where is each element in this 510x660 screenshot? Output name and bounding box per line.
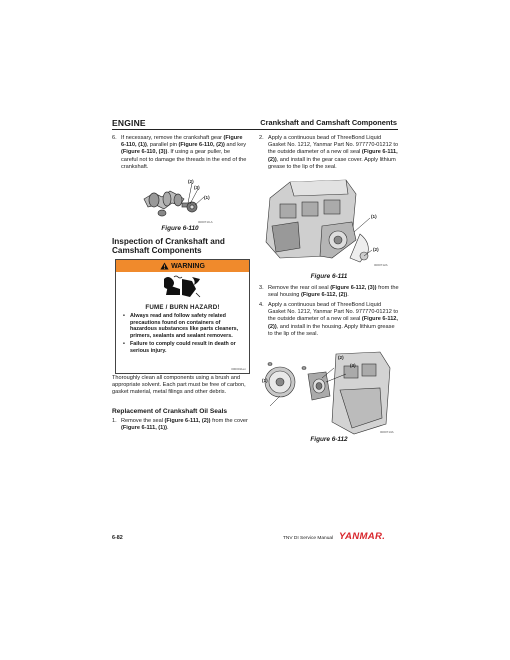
callout-2: (2) xyxy=(188,179,194,184)
callout-1: (1) xyxy=(204,195,210,200)
figure-code: 0000713A xyxy=(380,430,394,434)
figure-code: 0000710-A xyxy=(198,220,213,224)
callout-1: (1) xyxy=(262,378,268,383)
page-number: 6-82 xyxy=(112,535,123,541)
step-4: 4. Apply a continuous bead of ThreeBond Liquid Gasket No. 1212, Yanmar Part No. 977770-01212 to the outside diameter of a new oil seal (Figure 6-112, (2)), and install in the housing. Apply lithium grease to the lip of the seal. xyxy=(259,302,399,337)
warning-header: WARNING xyxy=(116,260,249,272)
figure-code: 0000712A xyxy=(374,263,388,267)
callout-3: (3) xyxy=(194,185,200,190)
manual-title: TNV DI Service Manual xyxy=(283,536,334,541)
warning-code: 0000011en xyxy=(231,367,246,371)
step-1: 1. Remove the seal (Figure 6-111, (2)) from the cover (Figure 6-111, (1)). xyxy=(112,418,248,432)
yanmar-logo: YANMAR. xyxy=(339,531,386,542)
figure-6-112-caption: Figure 6-112 xyxy=(310,436,348,443)
figure-6-111-engine-illustration xyxy=(260,176,396,272)
figure-6-110-caption: Figure 6-110 xyxy=(161,225,199,232)
fume-burn-hazard-icon xyxy=(162,275,202,301)
subheading: Replacement of Crankshaft Oil Seals xyxy=(112,408,228,415)
callout-3: (3) xyxy=(350,363,356,368)
warning-bullets xyxy=(123,313,245,356)
warning-box xyxy=(115,259,250,374)
cleaning-paragraph: Thoroughly clean all components using a brush and appropriate solvent. Each part must be free of carbon, gasket material, metal filings and other debris. xyxy=(112,375,246,396)
hazard-title: FUME / BURN HAZARD! xyxy=(145,304,220,311)
warning-bullet: • Always read and follow safety related precautions found on containers of hazardous substances like parts cleaners, primers, sealants and sealant removers. xyxy=(123,313,239,340)
section-heading: Inspection of Crankshaft and Camshaft Components xyxy=(112,237,225,256)
page-header-title: Crankshaft and Camshaft Components xyxy=(260,118,397,127)
callout-2: (2) xyxy=(338,355,344,360)
section-title: ENGINE xyxy=(112,118,146,128)
warning-triangle-icon xyxy=(160,262,169,270)
step-3: 3. Remove the rear oil seal (Figure 6-112, (3)) from the seal housing (Figure 6-112, (2)). xyxy=(259,285,399,299)
warning-bullet: • Failure to comply could result in death or serious injury. xyxy=(123,341,236,355)
callout-2: (2) xyxy=(373,247,379,252)
step-6: 6. If necessary, remove the crankshaft gear (Figure 6-110, (1)), parallel pin (Figure 6-110, (2)) and key (Figure 6-110, (3)). If using a gear puller, be careful not to damage the threads in the end of the crankshaft. xyxy=(112,135,247,170)
figure-6-112-rear-seal-illustration xyxy=(262,344,398,436)
callout-1: (1) xyxy=(371,214,377,219)
step-2: 2. Apply a continuous bead of ThreeBond Liquid Gasket No. 1212, Yanmar Part No. 977770-01212 to the outside diameter of a new oil seal (Figure 6-111, (2)), and install in the gear case cover. Apply lithium grease to the lip of the seal. xyxy=(259,135,399,170)
header-rule xyxy=(112,129,398,130)
figure-6-111-caption: Figure 6-111 xyxy=(310,273,348,280)
